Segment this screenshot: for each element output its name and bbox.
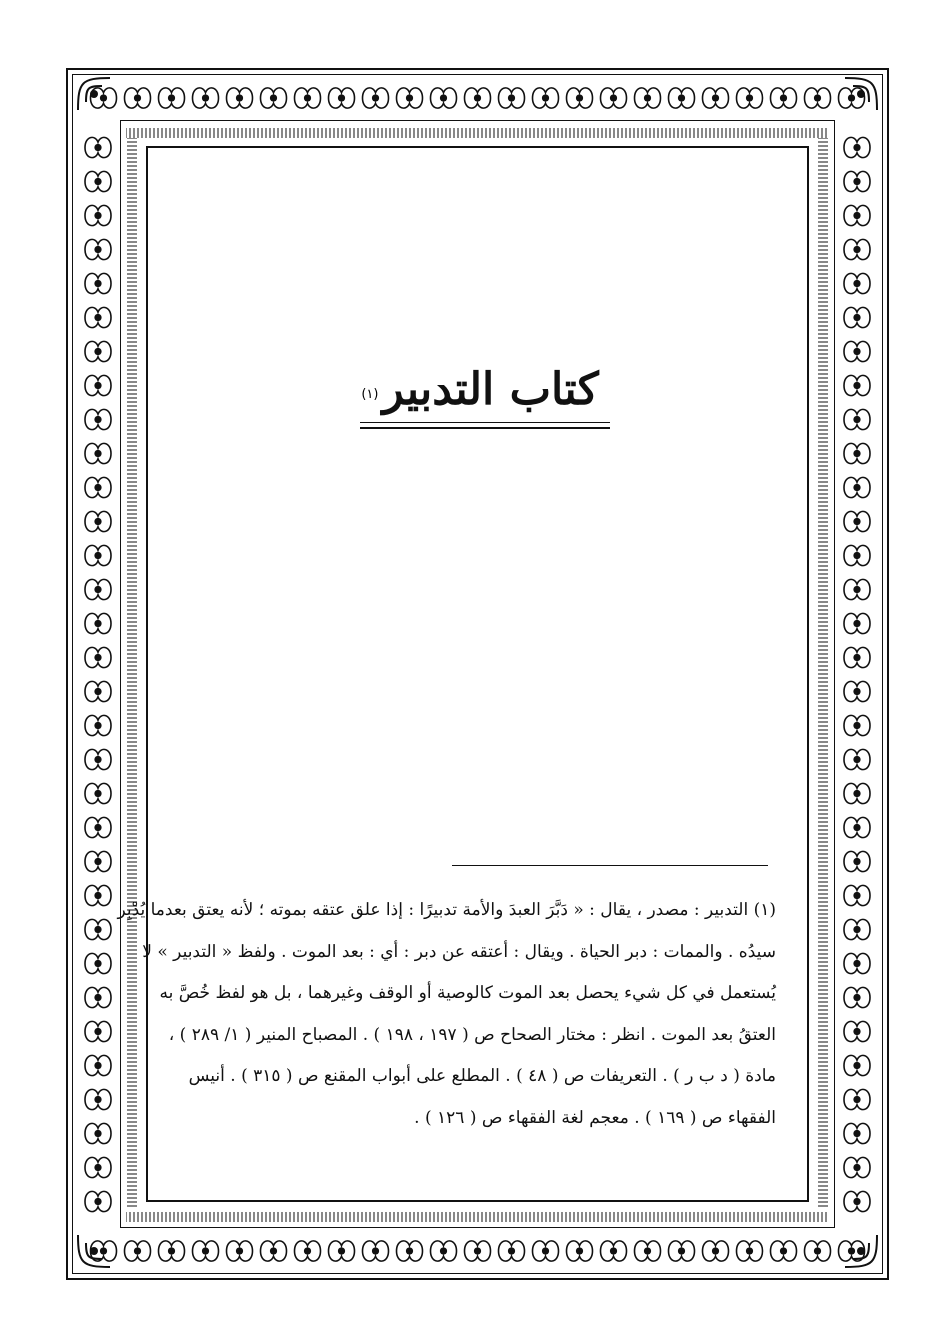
title-underline-thick: [360, 427, 610, 429]
footnote-line: الفقهاء ص ( ١٦٩ ) . معجم لغة الفقهاء ص ( ١٢٦ ) .: [414, 1107, 776, 1128]
footnote: [117, 890, 776, 1139]
ornament-band-top: [78, 78, 877, 118]
chapter-title: كتاب التدبير: [382, 364, 599, 415]
ruler-band-left: [126, 138, 138, 1210]
ornament-band-bottom: [78, 1231, 877, 1271]
footnote-line: مادة ( د ب ر ) . التعريفات ص ( ٤٨ ) . المطلع على أبواب المقنع ص ( ٣١٥ ) . أنيس: [188, 1066, 776, 1086]
title-footnote-marker: (١): [361, 386, 379, 402]
footnote-separator: [452, 865, 768, 866]
ornament-band-left: [78, 118, 118, 1231]
footnote-line: يُستعمل في كل شيء يحصل بعد الموت كالوصية أو الوقف وغيرهما ، بل هو لفظ خُصَّ به: [159, 983, 776, 1003]
ornament-band-right: [837, 118, 877, 1231]
footnote-line: (١) التدبير : مصدر ، يقال : « دَبَّرَ العبدَ والأمة تدبيرًا : إذا علق عتقه بموته ؛ لأنه يعتق بعدما يُدْبِر: [117, 900, 776, 920]
corner-ornament-top-right: [839, 72, 883, 116]
title-underline: [360, 422, 610, 423]
corner-ornament-top-left: [72, 72, 116, 116]
corner-ornament-bottom-right: [839, 1229, 883, 1273]
ruler-band-right: [817, 138, 829, 1210]
corner-ornament-bottom-left: [72, 1229, 116, 1273]
ruler-band-top: [126, 126, 829, 138]
ruler-band-bottom: [126, 1210, 829, 1222]
footnote-line: العتقُ بعد الموت . انظر : مختار الصحاح ص ( ١٩٧ ، ١٩٨ ) . المصباح المنير ( ١/ ٢٨٩ ) ،: [168, 1024, 776, 1045]
footnote-line: سيدُه . والممات : دبر الحياة . ويقال : أعتقه عن دبر : أي : بعد الموت . ولفظ « التدبير » لا: [142, 941, 776, 962]
